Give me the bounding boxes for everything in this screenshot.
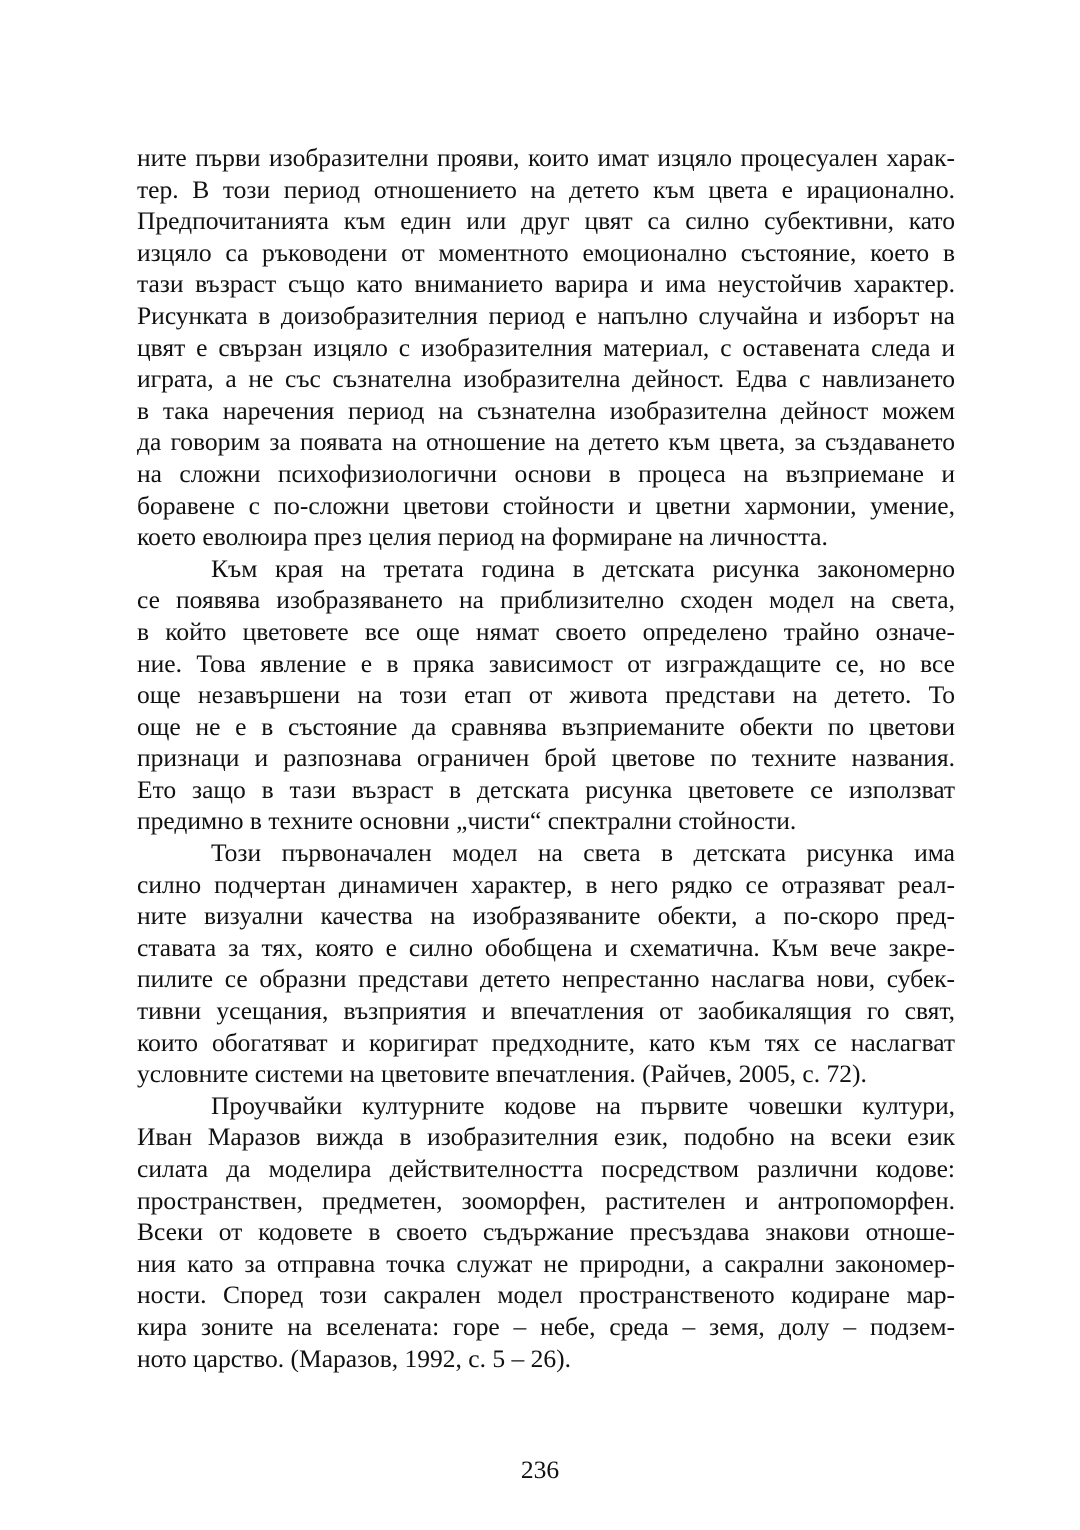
text-line: боравене с по-сложни цветови стойности и цветни хармонии, умение, (137, 490, 955, 520)
text-line: ние. Това явление е в пряка зависимост от изграждащите се, но все (137, 648, 955, 678)
text-line: Ето защо в тази възраст в детската рисунка цветовете се използват (137, 774, 955, 804)
text-line: ното царство. (Маразов, 1992, с. 5 – 26). (137, 1343, 571, 1373)
text-line: играта, а не със съзнателна изобразителна дейност. Едва с навлизането (137, 364, 955, 394)
text-line: тивни усещания, възприятия и впечатления от заобикалящия го свят, (137, 996, 955, 1026)
paragraph-4 (137, 1090, 955, 1374)
text-line: ните първи изобразителни прояви, които имат изцяло процесуален харак- (137, 143, 955, 172)
text-line: ния като за отправна точка служат не природни, а сакрални закономер- (137, 1248, 955, 1278)
text-line: които обогатяват и коригират предходните, като към тях се наслагват (137, 1027, 955, 1057)
paragraph-1 (137, 142, 955, 553)
text-line: ните визуални качества на изобразяваните обекти, а по-скоро пред- (137, 901, 955, 931)
paragraph-3 (137, 837, 955, 1090)
text-line: цвят е свързан изцяло с изобразителния материал, с оставената следа и (137, 332, 955, 362)
text-line: признаци и разпознава ограничен брой цветове по техните названия. (137, 743, 955, 773)
text-line: изцяло са ръководени от моментното емоционално състояние, което в (137, 237, 955, 267)
text-line: ставата за тях, която е силно обобщена и схематична. Към вече закре- (137, 932, 955, 962)
text-line: Проучвайки културните кодове на първите човешки култури, (211, 1090, 955, 1120)
text-line: пилите се образни представи детето непрестанно наслагва нови, субек- (137, 964, 955, 994)
text-line: пространствен, предметен, зооморфен, растителен и антропоморфен. (137, 1185, 955, 1215)
text-line: силно подчертан динамичен характер, в него рядко се отразяват реал- (137, 869, 955, 899)
page-number: 236 (520, 1455, 560, 1484)
text-line: което еволюира през целия период на формиране на личността. (137, 522, 828, 552)
text-line: Всеки от кодовете в своето съдържание пресъздава знакови отноше- (137, 1217, 955, 1247)
text-line: тази възраст също като вниманието варира и има неустойчив характер. (137, 269, 955, 299)
text-line: Предпочитанията към един или друг цвят са силно субективни, като (137, 206, 955, 236)
body-text (137, 142, 955, 1374)
text-line: ности. Според този сакрален модел пространственото кодиране мар- (137, 1280, 955, 1310)
paragraph-2 (137, 553, 955, 837)
text-line: условните системи на цветовите впечатления. (Райчев, 2005, с. 72). (137, 1059, 867, 1089)
text-line: Към края на третата година в детската рисунка закономерно (211, 553, 955, 583)
text-line: още не е в състояние да сравнява възприеманите обекти по цветови (137, 711, 955, 741)
text-line: на сложни психофизиологични основи в процеса на възприемане и (137, 458, 955, 488)
text-line: предимно в техните основни „чисти“ спектрални стойности. (137, 806, 797, 836)
text-line: Този първоначален модел на света в детската рисунка има (211, 838, 955, 868)
text-line: в така наречения период на съзнателна изобразителна дейност можем (137, 395, 955, 425)
text-line: кира зоните на вселената: горе – небе, среда – земя, долу – подзем- (137, 1311, 955, 1341)
text-line: още незавършени на този етап от живота представи на детето. То (137, 680, 955, 710)
text-line: да говорим за появата на отношение на детето към цвета, за създаването (137, 427, 955, 457)
text-line: Рисунката в доизобразителния период е напълно случайна и изборът на (137, 300, 955, 330)
text-line: Иван Маразов вижда в изобразителния език, подобно на всеки език (137, 1122, 955, 1152)
text-line: силата да моделира действителността посредством различни кодове: (137, 1154, 955, 1183)
text-line: тер. В този период отношението на детето към цвета е ирационално. (137, 174, 955, 204)
text-line: в който цветовете все още нямат своето определено трайно означе- (137, 616, 955, 646)
text-line: се появява изобразяването на приблизително сходен модел на света, (137, 585, 955, 615)
